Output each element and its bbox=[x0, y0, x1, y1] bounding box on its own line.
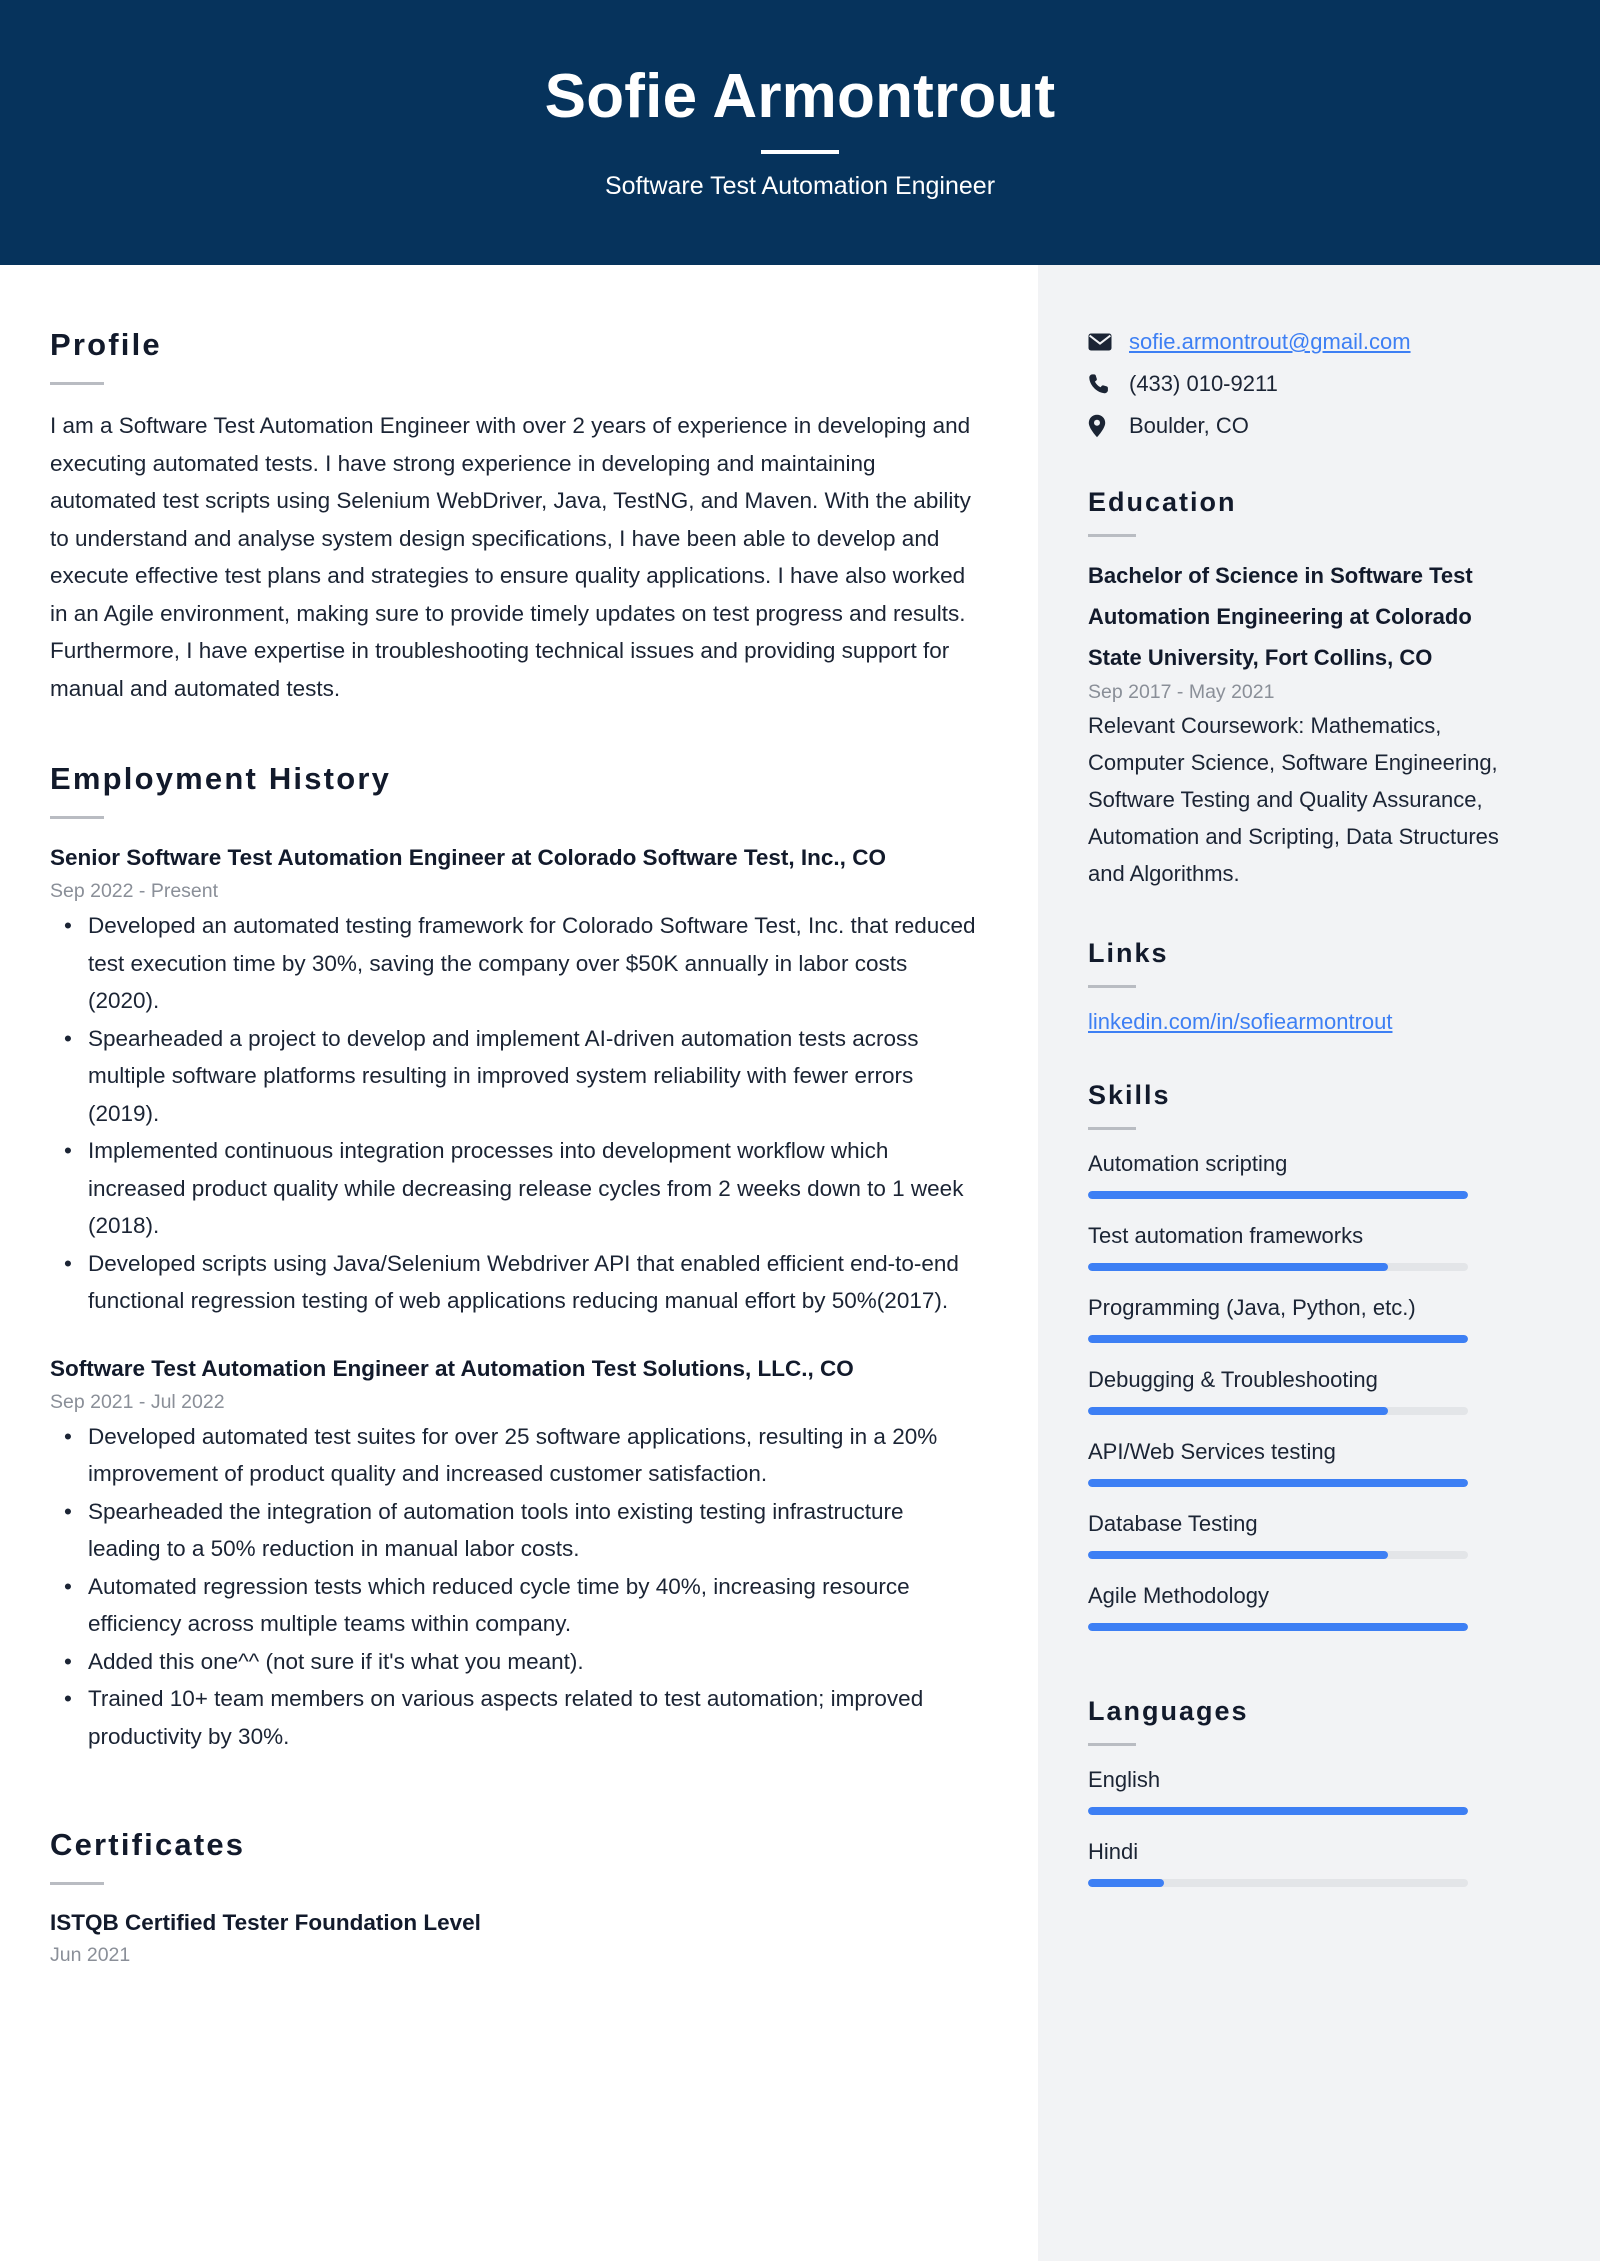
language-bar-track bbox=[1088, 1879, 1468, 1887]
spacer bbox=[50, 1326, 982, 1352]
links-heading-rule bbox=[1088, 985, 1136, 988]
resume-header bbox=[0, 0, 1600, 265]
skill-item bbox=[1088, 1508, 1530, 1559]
job-bullet: • Spearheaded a project to develop and implement AI-driven automation tests across multiple software platforms resulting in improved system reliability with fewer errors (2019). bbox=[50, 1020, 982, 1133]
skill-bar-track bbox=[1088, 1407, 1468, 1415]
phone-icon bbox=[1088, 371, 1118, 397]
phone-number: (433) 010-9211 bbox=[1129, 371, 1278, 396]
skill-bar-fill bbox=[1088, 1623, 1468, 1631]
section-certificates bbox=[50, 1827, 982, 1967]
spacer bbox=[1088, 1652, 1530, 1696]
job-bullet: • Spearheaded the integration of automation tools into existing testing infrastructure leading to a 50% reduction in manual labor costs. bbox=[50, 1493, 982, 1568]
job-bullet: • Developed scripts using Java/Selenium Webdriver API that enabled efficient end-to-end functional regression testing of web applications reducing manual effort by 50%(2017). bbox=[50, 1245, 982, 1320]
job-bullet: • Developed automated test suites for over 25 software applications, resulting in a 20% improvement of product quality and increased customer satisfaction. bbox=[50, 1418, 982, 1493]
skill-bar-fill bbox=[1088, 1551, 1388, 1559]
header-divider bbox=[761, 150, 839, 154]
section-links bbox=[1088, 938, 1530, 1038]
skill-bar-track bbox=[1088, 1191, 1468, 1199]
skill-label: Test automation frameworks bbox=[1088, 1223, 1364, 1248]
skill-label: Agile Methodology bbox=[1088, 1583, 1270, 1608]
language-bar-fill bbox=[1088, 1879, 1164, 1887]
skills-heading-rule bbox=[1088, 1127, 1136, 1130]
section-employment-history bbox=[50, 761, 982, 1755]
education-degree: Bachelor of Science in Software Test Automation Engineering at Colorado State University, Fort Collins, CO bbox=[1088, 563, 1473, 670]
main-column bbox=[0, 265, 1038, 2261]
language-item bbox=[1088, 1764, 1530, 1815]
spacer bbox=[50, 1761, 982, 1827]
skills-heading: Skills bbox=[1088, 1080, 1171, 1110]
spacer bbox=[1088, 892, 1530, 938]
education-heading: Education bbox=[1088, 487, 1237, 517]
link-linkedin[interactable]: linkedin.com/in/sofiearmontrout bbox=[1088, 1009, 1393, 1034]
candidate-name: Sofie Armontrout bbox=[544, 62, 1056, 132]
job-bullet: • Implemented continuous integration processes into development workflow which increased product quality while decreasing release cycles from 2 weeks down to 1 week (2018). bbox=[50, 1132, 982, 1245]
skill-bar-track bbox=[1088, 1623, 1468, 1631]
job-bullet: • Developed an automated testing framework for Colorado Software Test, Inc. that reduced test execution time by 30%, saving the company over $50K annually in labor costs (2020). bbox=[50, 907, 982, 1020]
language-item bbox=[1088, 1836, 1530, 1887]
certificates-heading: Certificates bbox=[50, 1827, 246, 1862]
job-date: Sep 2021 - Jul 2022 bbox=[50, 1390, 225, 1413]
candidate-job-title: Software Test Automation Engineer bbox=[604, 171, 996, 200]
location-text: Boulder, CO bbox=[1129, 413, 1249, 438]
profile-heading: Profile bbox=[50, 327, 162, 362]
employment-entry bbox=[50, 1352, 982, 1756]
skill-bar-fill bbox=[1088, 1335, 1468, 1343]
skill-bar-track bbox=[1088, 1551, 1468, 1559]
certificates-heading-rule bbox=[50, 1882, 104, 1885]
resume-body bbox=[0, 265, 1600, 2261]
job-bullet-list bbox=[50, 907, 982, 1320]
section-languages bbox=[1088, 1696, 1530, 1887]
job-title: Software Test Automation Engineer at Automation Test Solutions, LLC., CO bbox=[50, 1355, 854, 1381]
skill-bar-track bbox=[1088, 1263, 1468, 1271]
skill-label: Automation scripting bbox=[1088, 1151, 1288, 1176]
skill-bar-track bbox=[1088, 1479, 1468, 1487]
skill-bar-fill bbox=[1088, 1191, 1468, 1199]
contact-details bbox=[1088, 327, 1530, 441]
skill-item bbox=[1088, 1292, 1530, 1343]
certificate-entry bbox=[50, 1907, 982, 1967]
skill-bar-track bbox=[1088, 1335, 1468, 1343]
skill-label: API/Web Services testing bbox=[1088, 1439, 1336, 1464]
job-bullet-list bbox=[50, 1418, 982, 1756]
links-heading: Links bbox=[1088, 938, 1169, 968]
education-heading-rule bbox=[1088, 534, 1136, 537]
job-bullet: • Trained 10+ team members on various aspects related to test automation; improved productivity by 30%. bbox=[50, 1680, 982, 1755]
skill-item bbox=[1088, 1364, 1530, 1415]
job-date: Sep 2022 - Present bbox=[50, 880, 219, 902]
profile-text: I am a Software Test Automation Engineer with over 2 years of experience in developing and executing automated tests. I have strong experience in developing and maintaining automated test scripts using Selenium WebDriver, Java, TestNG, and Maven. With the ability to understand and analyse system design specifications, I have been able to develop and execute effective test plans and strategies to ensure quality applications. I have also worked in an Agile environment, making sure to provide timely updates on test progress and results. Furthermore, I have expertise in troubleshooting technical issues and providing support for manual and automated tests. bbox=[50, 413, 971, 701]
contact-row-location bbox=[1088, 411, 1530, 441]
skill-bar-fill bbox=[1088, 1263, 1388, 1271]
language-bar-track bbox=[1088, 1807, 1468, 1815]
skill-item bbox=[1088, 1580, 1530, 1631]
languages-heading: Languages bbox=[1088, 1696, 1249, 1726]
envelope-icon bbox=[1088, 329, 1118, 355]
skill-label: Database Testing bbox=[1088, 1511, 1258, 1536]
email-link[interactable]: sofie.armontrout@gmail.com bbox=[1129, 329, 1411, 354]
section-education bbox=[1088, 487, 1530, 892]
language-bar-fill bbox=[1088, 1807, 1468, 1815]
location-pin-icon bbox=[1088, 413, 1118, 439]
skill-bar-fill bbox=[1088, 1479, 1468, 1487]
skill-label: Debugging & Troubleshooting bbox=[1088, 1367, 1378, 1392]
education-coursework: Relevant Coursework: Mathematics, Computer Science, Software Engineering, Software Testing and Quality Assurance, Automation and Scripting, Data Structures and Algorithms. bbox=[1088, 713, 1499, 886]
employment-heading-rule bbox=[50, 816, 104, 819]
skill-label: Programming (Java, Python, etc.) bbox=[1088, 1295, 1416, 1320]
skill-item bbox=[1088, 1148, 1530, 1199]
spacer bbox=[1088, 1038, 1530, 1080]
section-profile bbox=[50, 327, 982, 707]
contact-row-phone bbox=[1088, 369, 1530, 399]
education-date: Sep 2017 - May 2021 bbox=[1088, 681, 1275, 703]
profile-heading-rule bbox=[50, 382, 104, 385]
certificate-title: ISTQB Certified Tester Foundation Level bbox=[50, 1910, 481, 1935]
contact-row-email bbox=[1088, 327, 1530, 357]
spacer bbox=[50, 707, 982, 761]
employment-heading: Employment History bbox=[50, 761, 392, 796]
skill-item bbox=[1088, 1220, 1530, 1271]
job-bullet: • Added this one^^ (not sure if it's what you meant). bbox=[50, 1643, 982, 1681]
employment-entry bbox=[50, 841, 982, 1320]
job-bullet: • Automated regression tests which reduced cycle time by 40%, increasing resource efficiency across multiple teams within company. bbox=[50, 1568, 982, 1643]
sidebar-column bbox=[1038, 265, 1600, 2261]
skill-bar-fill bbox=[1088, 1407, 1388, 1415]
language-label: English bbox=[1088, 1767, 1161, 1792]
languages-heading-rule bbox=[1088, 1743, 1136, 1746]
skill-item bbox=[1088, 1436, 1530, 1487]
certificate-date: Jun 2021 bbox=[50, 1944, 131, 1966]
job-title: Senior Software Test Automation Engineer at Colorado Software Test, Inc., CO bbox=[50, 845, 886, 870]
language-label: Hindi bbox=[1088, 1839, 1139, 1864]
section-skills bbox=[1088, 1080, 1530, 1631]
